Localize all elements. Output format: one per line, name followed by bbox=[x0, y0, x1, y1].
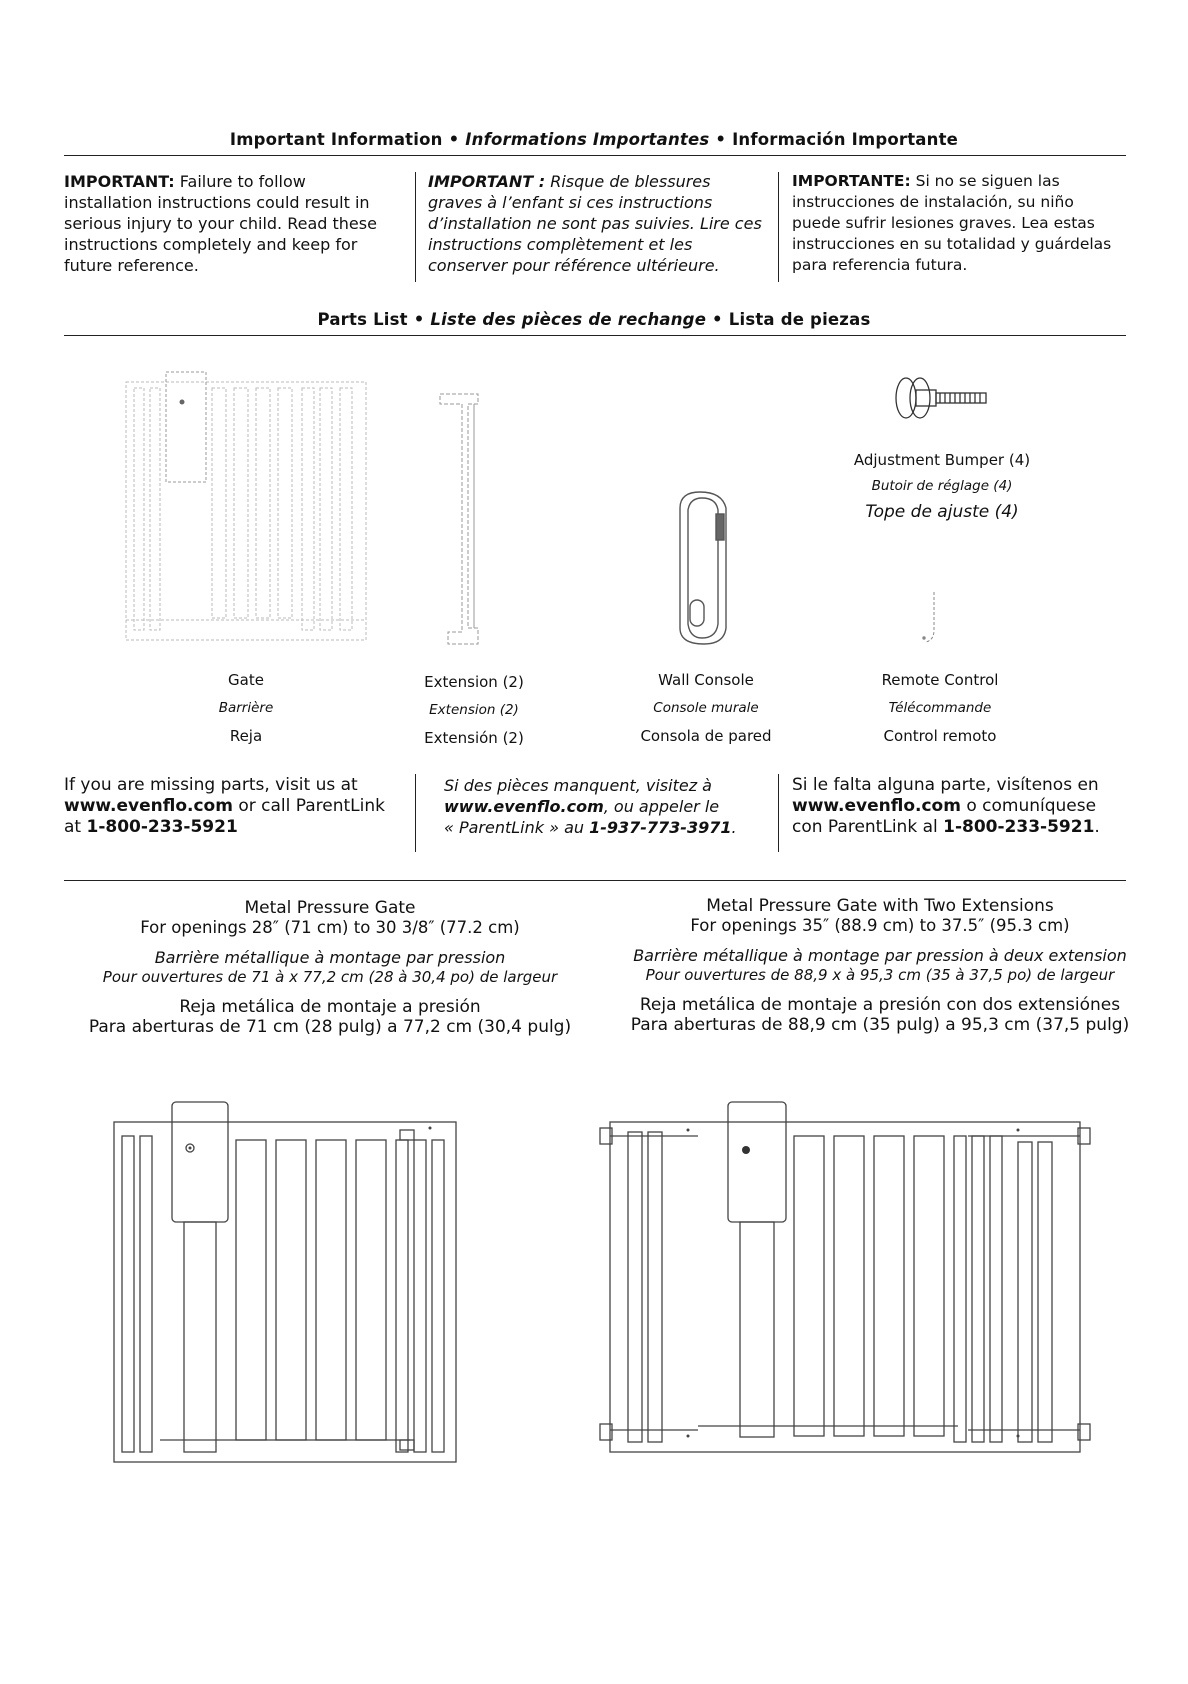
part-extension-label: Extension (2) Extension (2) Extensión (2) bbox=[424, 673, 524, 747]
extension-icon bbox=[438, 388, 498, 648]
important-es: IMPORTANTE: Si no se siguen las instrucciones de instalación, su niño puede sufrir lesiones graves. Lea estas instrucciones en su totalidad y guárdelas para referencia futura. bbox=[792, 172, 1112, 274]
gate-config-standard: Metal Pressure Gate For openings 28″ (71 cm) to 30 3/8″ (77.2 cm) Barrière métallique à montage par pression Pour ouvertures de 71 à x 77,2 cm (28 à 30,4 po) de largeur Reja metálica de montaje a presión Para aberturas de 71 cm (28 pulg) a 77,2 cm (30,4 pulg) bbox=[88, 898, 572, 1037]
wall-console-icon bbox=[670, 488, 740, 648]
divider bbox=[64, 155, 1126, 156]
divider bbox=[778, 774, 779, 852]
parts-list-title: Parts List • Liste des pièces de rechange • Lista de piezas bbox=[317, 310, 871, 329]
missing-parts-fr: Si des pièces manquent, visitez à www.evenflo.com, ou appeler le « ParentLink » au 1-937-773-3971. bbox=[444, 776, 737, 837]
evenflo-link[interactable]: www.evenflo.com bbox=[792, 796, 961, 816]
divider bbox=[415, 774, 416, 852]
divider bbox=[415, 172, 416, 282]
important-fr: IMPORTANT : Risque de blessures graves à l’enfant si ces instructions d’installation ne sont pas suivies. Lire ces instructions complètement et les conserver pour référence ultérieure. bbox=[428, 172, 762, 275]
gate-with-extensions-icon bbox=[598, 1100, 1098, 1478]
divider bbox=[64, 880, 1126, 881]
important-en: IMPORTANT: Failure to follow installation instructions could result in serious injury to your child. Read these instructions completely and keep for future reference. bbox=[64, 172, 377, 275]
important-info-title: Important Information • Informations Importantes • Información Importante bbox=[229, 130, 959, 149]
metal-pressure-gate-icon bbox=[110, 1100, 470, 1470]
gate-icon bbox=[122, 370, 372, 645]
missing-parts-es: Si le falta alguna parte, visítenos en www.evenflo.com o comuníquese con ParentLink al 1-800-233-5921. bbox=[792, 775, 1100, 837]
part-remote-control-label: Remote Control Télécommande Control remoto bbox=[881, 671, 999, 745]
adjustment-bumper-icon bbox=[892, 376, 992, 420]
part-wall-console-label: Wall Console Console murale Consola de pared bbox=[640, 671, 772, 745]
evenflo-link[interactable]: www.evenflo.com bbox=[444, 797, 604, 816]
missing-parts-en: If you are missing parts, visit us at www.evenflo.com or call ParentLink at 1-800-233-5921 bbox=[64, 775, 385, 837]
divider bbox=[64, 335, 1126, 336]
part-adjustment-bumper-label: Adjustment Bumper (4) Butoir de réglage (4) Tope de ajuste (4) bbox=[853, 451, 1031, 522]
evenflo-link[interactable]: www.evenflo.com bbox=[64, 796, 233, 816]
remote-control-icon bbox=[916, 590, 946, 650]
gate-config-extensions: Metal Pressure Gate with Two Extensions For openings 35″ (88.9 cm) to 37.5″ (95.3 cm) Barrière métallique à montage par pression à deux extension Pour ouvertures de 88,9 x à 95,3 cm (35 à 37,5 po) de largeur Reja metálica de montaje a presión con dos extensiónes Para aberturas de 88,9 cm (35 pulg) a 95,3 cm (37,5 pulg) bbox=[630, 896, 1130, 1035]
divider bbox=[778, 172, 779, 282]
part-gate-label: Gate Barrière Reja bbox=[218, 671, 274, 745]
